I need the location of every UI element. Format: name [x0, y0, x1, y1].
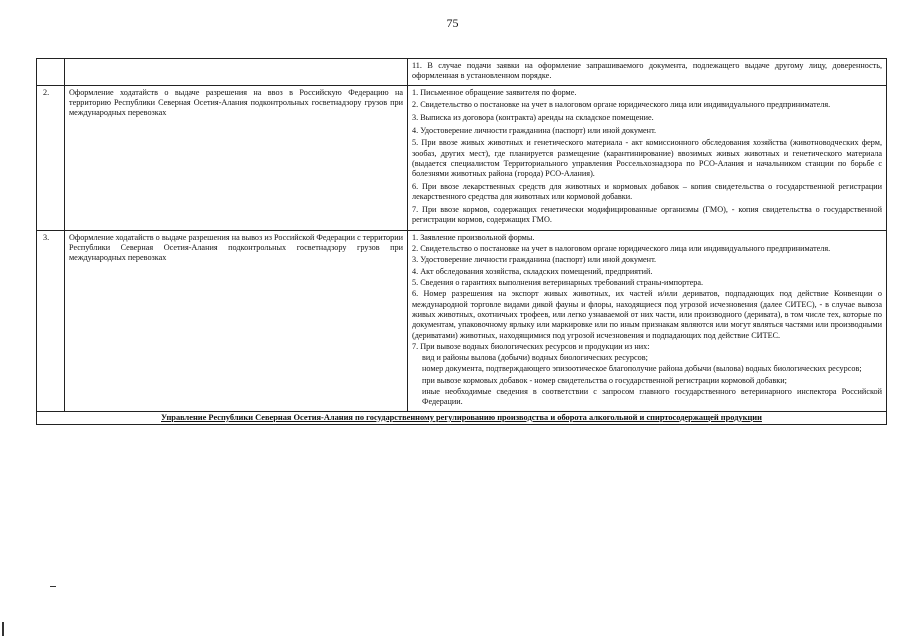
document-item: 7. При вывозе водных биологических ресурсов и продукции из них:	[412, 341, 650, 351]
document-item: 11. В случае подачи заявки на оформление запрашиваемого документа, подлежащего выдаче другому лицу, доверенность, оформленная в установленном порядке.	[412, 61, 882, 81]
scan-edge-mark	[2, 622, 4, 636]
documents-cell	[408, 59, 887, 86]
document-subitem: вид и районы вылова (добычи) водных биологических ресурсов;	[422, 353, 648, 363]
table-row	[37, 230, 887, 411]
document-item: 4. Удостоверение личности гражданина (паспорт) или иной документ.	[412, 125, 657, 135]
table-row	[37, 59, 887, 86]
document-item: 7. При ввозе кормов, содержащих генетически модифицированные организмы (ГМО), - копия свидетельства о государственной регистрации кормов, содержащих ГМО.	[412, 204, 882, 225]
document-item: 1. Заявление произвольной формы.	[412, 232, 535, 242]
document-item: 5. При ввозе живых животных и генетического материала - акт комиссионного обследования хозяйства (животноводческих ферм, зообаз, других мест), где планируется размещение (карантинирование) ввозимых живых животных и генетического материала (выдается специалистом Территориального управления Россельхознадзора по РСО-Алания и начальником станции по борьбе с болезнями животных района (города) РСО-Алания).	[412, 138, 882, 179]
document-item: 3. Выписка из договора (контракта) аренды на складское помещение.	[412, 112, 654, 122]
document-item: 6. При ввозе лекарственных средств для животных и кормовых добавок – копия свидетельства о государственной регистрации лекарственного средства для животных или кормовой добавки.	[412, 181, 882, 202]
service-title: Оформление ходатайств о выдаче разрешения на ввоз в Российскую Федерацию на территорию Республики Северная Осетия-Алания подконтрольных госветнадзору грузов при международных перевозках	[65, 85, 408, 230]
document-item: 1. Письменное обращение заявителя по форме.	[412, 87, 577, 97]
document-subitem: при вывозе кормовых добавок - номер свидетельства о государственной регистрации кормовой добавки;	[422, 375, 787, 385]
document-item: 2. Свидетельство о постановке на учет в налоговом органе юридического лица или индивидуального предпринимателя.	[412, 100, 831, 110]
document-item: 6. Номер разрешения на экспорт живых животных, их частей и/или дериватов, подпадающих под действие Конвенции о международной торговле видами дикой фауны и флоры, находящиеся под угрозой исчезновения (далее СИТЕС), - в случае вывоза живых животных, охотничьих трофеев, или легко узнаваемой от них части, или производного (деривата), в том числе тех, которые по документам, упаковочному ярлыку или маркировке или по иным признакам являются или могут являться частями или производными (дериватами) животных, находящимися под угрозой исчезновения и подпадающих под действие СИТЕС.	[412, 289, 882, 340]
table-row	[37, 85, 887, 230]
document-item: 3. Удостоверение личности гражданина (паспорт) или иной документ.	[412, 255, 657, 265]
row-number: 3.	[37, 230, 65, 411]
service-title	[65, 59, 408, 86]
row-number: 2.	[37, 85, 65, 230]
row-number	[37, 59, 65, 86]
document-subitem: иные необходимые сведения в соответствии с запросом главного государственного ветеринарного инспектора Российской Федерации.	[422, 387, 882, 407]
document-item: 2. Свидетельство о постановке на учет в налоговом органе юридического лица или индивидуального предпринимателя.	[412, 244, 831, 254]
documents-cell	[408, 85, 887, 230]
services-table	[36, 58, 887, 425]
service-title: Оформление ходатайств о выдаче разрешения на вывоз из Российской Федерации с территории Республики Северная Осетия-Алания подконтрольных госветнадзору грузов при международных перевозках	[65, 230, 408, 411]
section-title: Управление Республики Северная Осетия-Алания по государственному регулированию производства и оборота алкогольной и спиртосодержащей продукции	[37, 411, 887, 424]
document-subitem: номер документа, подтверждающего эпизоотическое благополучие района добычи (вылова) водных биологических ресурсов;	[422, 364, 862, 374]
scan-mark	[50, 586, 56, 587]
page-number: 75	[446, 16, 459, 30]
document-item: 4. Акт обследования хозяйства, складских помещений, предприятий.	[412, 266, 653, 276]
document-item: 5. Сведения о гарантиях выполнения ветеринарных требований страны-импортера.	[412, 278, 704, 288]
section-row	[37, 411, 887, 424]
documents-cell	[408, 230, 887, 411]
